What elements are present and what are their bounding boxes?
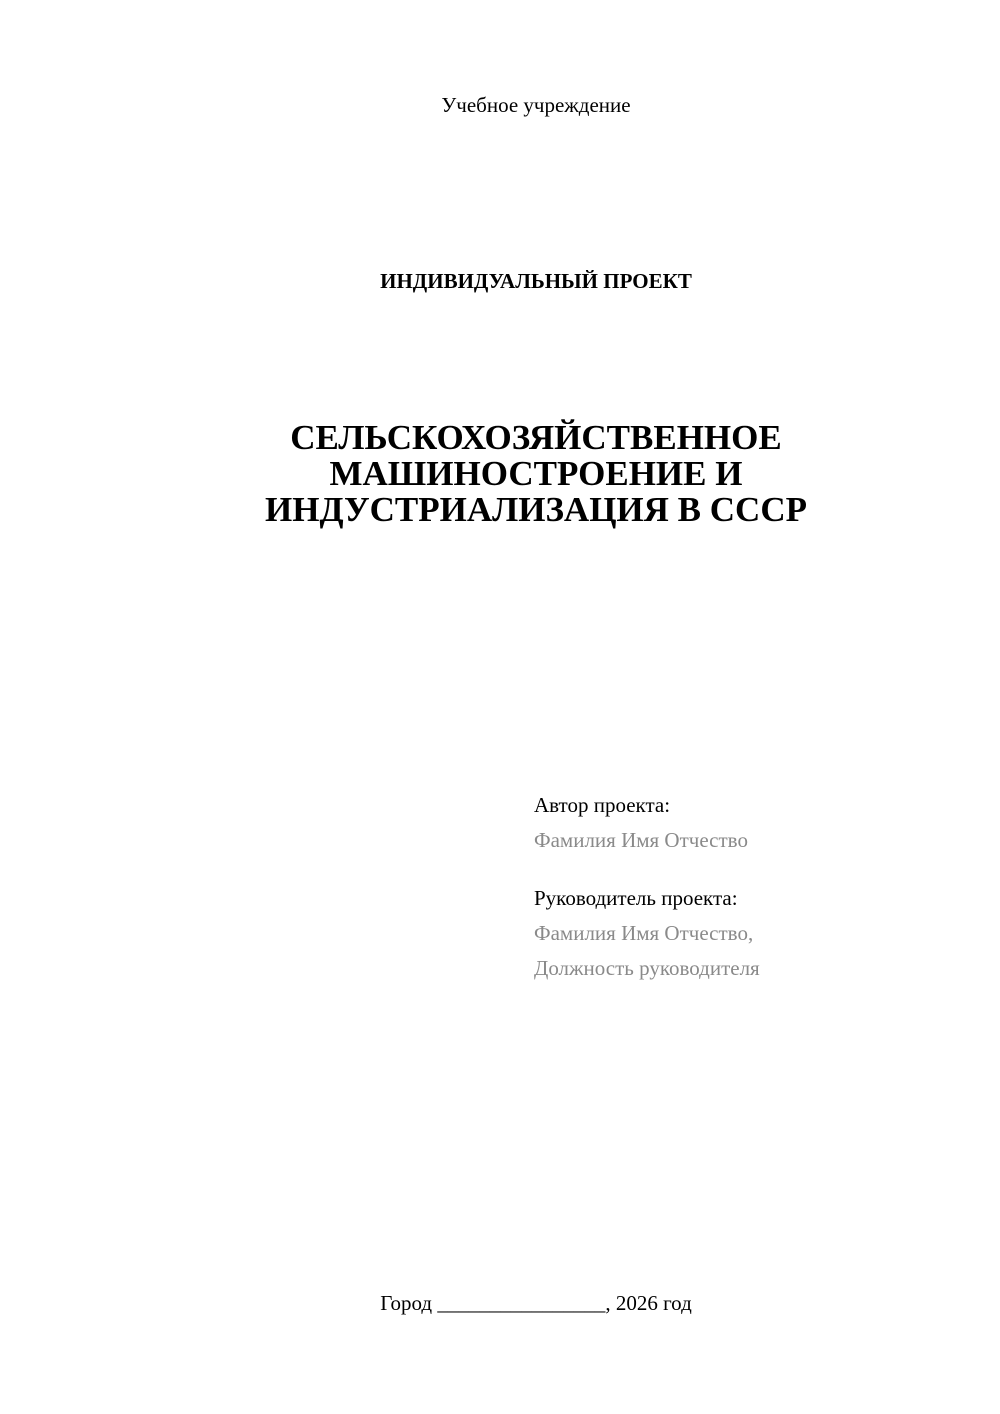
city-year-line: Город ________________, 2026 год — [380, 1291, 692, 1315]
supervisor-label: Руководитель проекта: — [534, 886, 738, 910]
project-title-line: СЕЛЬСКОХОЗЯЙСТВЕННОЕ — [290, 418, 782, 457]
project-title — [0, 420, 1000, 528]
project-title-line: ИНДУСТРИАЛИЗАЦИЯ В СССР — [265, 490, 807, 529]
author-name: Фамилия Имя Отчество — [534, 828, 748, 852]
credits-spacer — [534, 858, 974, 881]
author-label: Автор проекта: — [534, 793, 671, 817]
credits-block — [534, 788, 974, 986]
document-type: ИНДИВИДУАЛЬНЫЙ ПРОЕКТ — [380, 269, 692, 293]
institution-name: Учебное учреждение — [441, 93, 631, 117]
supervisor-position: Должность руководителя — [534, 956, 760, 980]
supervisor-name: Фамилия Имя Отчество, — [534, 921, 754, 945]
project-title-line: МАШИНОСТРОЕНИЕ И — [329, 454, 743, 493]
